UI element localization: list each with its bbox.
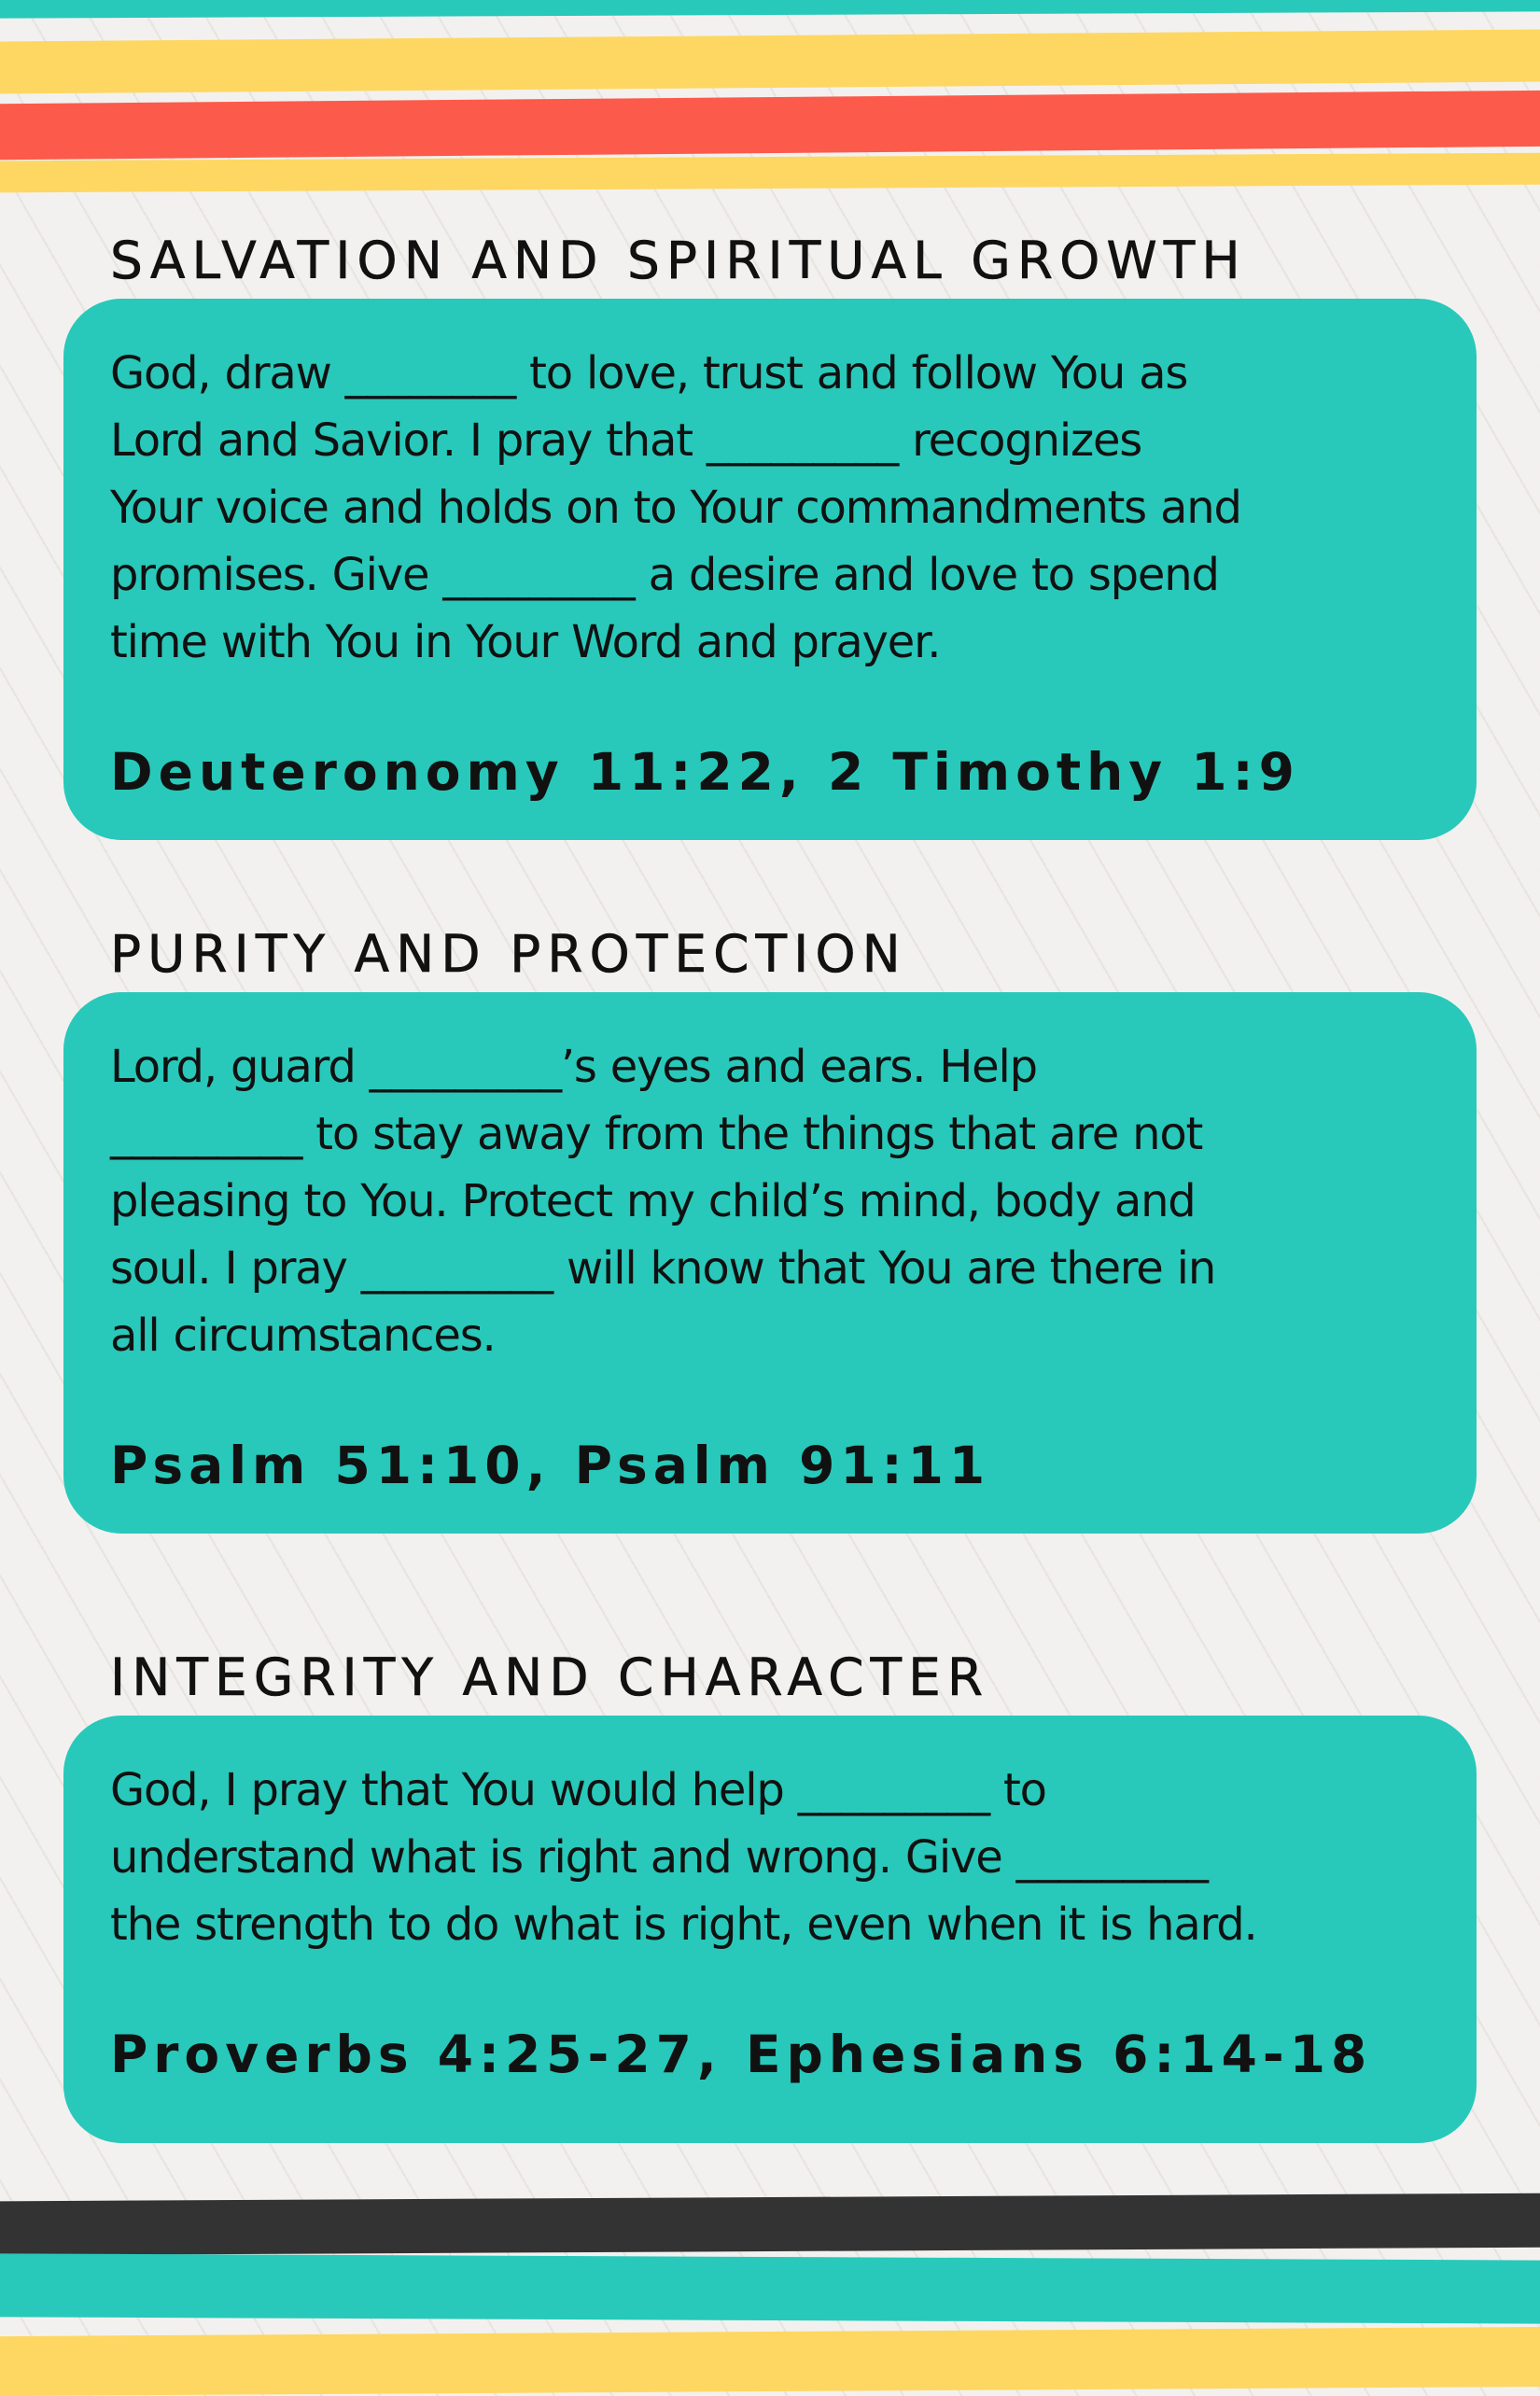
prayer-line: Lord and Savior. I pray that _________ recognizes [110,414,1142,467]
scripture-references: Deuteronomy 11:22, 2 Timothy 1:9 [110,742,1300,802]
prayer-text [110,1033,1430,1369]
prayer-line: pleasing to You. Protect my child’s mind, body and [110,1175,1196,1227]
bottom-decorative-stripes [0,2175,1540,2380]
prayer-line: promises. Give _________ a desire and love to spend [110,549,1219,601]
prayer-line: Your voice and holds on to Your commandments and [110,482,1241,534]
prayer-line: understand what is right and wrong. Give _________ [110,1831,1208,1884]
prayer-line: time with You in Your Word and prayer. [110,616,941,668]
stripe-dark [0,2193,1540,2256]
stripe-red [0,91,1540,161]
stripe-yellow [0,29,1540,93]
stripe-teal [0,2253,1540,2323]
prayer-text [110,340,1430,676]
prayer-card [63,992,1477,1534]
scripture-references: Proverbs 4:25-27, Ephesians 6:14-18 [110,2025,1373,2084]
scripture-references: Psalm 51:10, Psalm 91:11 [110,1436,991,1495]
prayer-card [63,299,1477,840]
prayer-line: the strength to do what is right, even when it is hard. [110,1899,1257,1951]
prayer-line: _________ to stay away from the things that are not [110,1108,1203,1160]
prayer-line: God, draw ________ to love, trust and follow You as [110,347,1188,399]
prayer-line: Lord, guard _________’s eyes and ears. Help [110,1041,1037,1093]
stripe-teal [0,0,1540,19]
section-title: SALVATION AND SPIRITUAL GROWTH [110,231,1247,290]
stripe-yellow [0,2327,1540,2396]
prayer-line: God, I pray that You would help _________ to [110,1764,1046,1816]
prayer-text [110,1757,1430,1958]
section-title: INTEGRITY AND CHARACTER [110,1647,990,1707]
prayer-line: all circumstances. [110,1310,496,1362]
prayer-card [63,1716,1477,2143]
section-title: PURITY AND PROTECTION [110,924,907,984]
prayer-line: soul. I pray _________ will know that You are there in [110,1242,1216,1295]
top-decorative-stripes [0,0,1540,196]
stripe-yellow [0,153,1540,193]
